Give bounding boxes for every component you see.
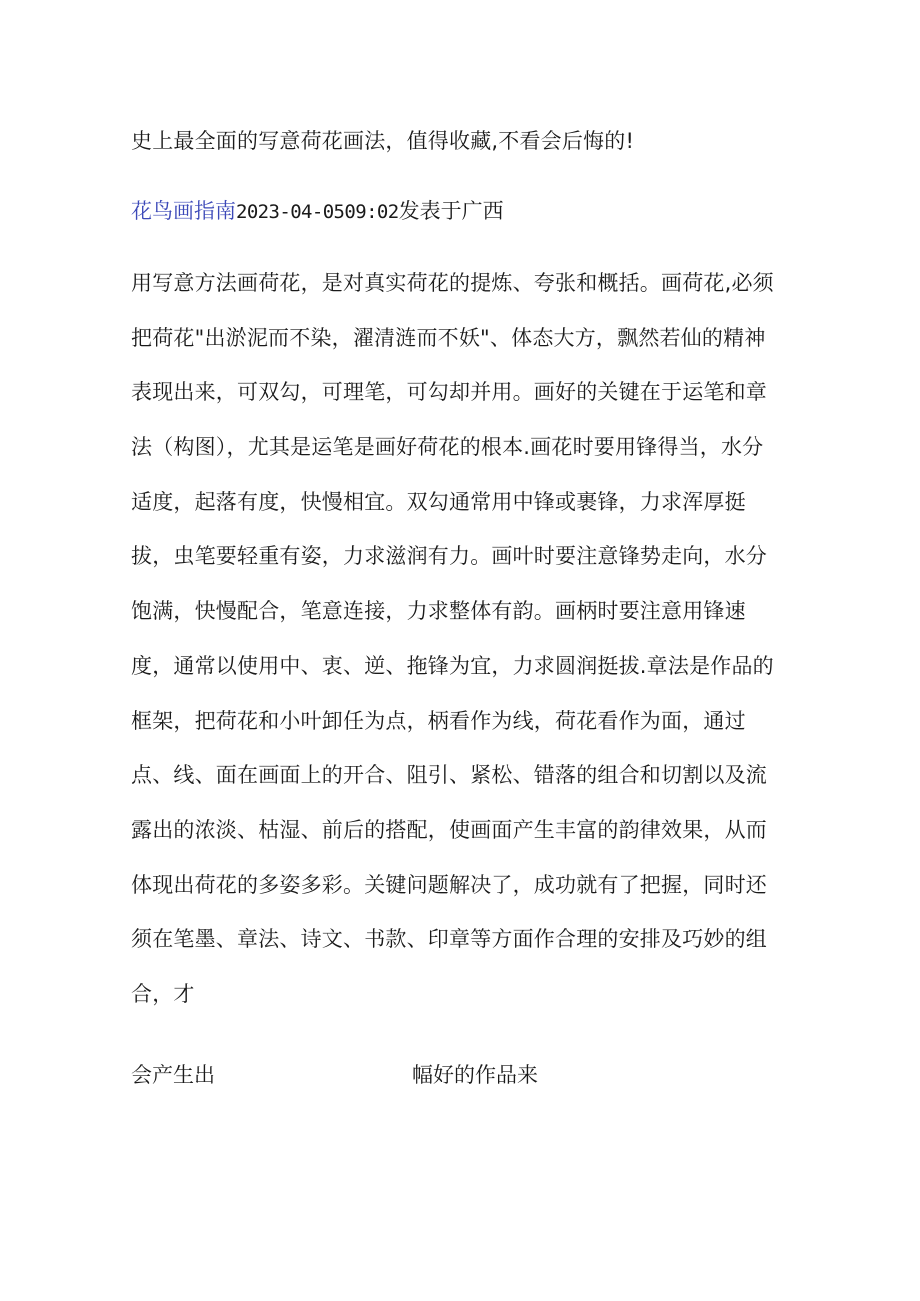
body-line: 露出的浓淡、枯湿、前后的搭配，使画面产生丰富的韵律效果，从而: [131, 817, 767, 842]
author-link[interactable]: 花鸟画指南: [131, 199, 236, 223]
body-line: 合，才: [131, 981, 195, 1006]
body-line: 表现出来，可双勾，可理笔，可勾却并用。画好的关键在于运笔和章: [131, 380, 767, 405]
publish-location: 发表于广西: [398, 199, 504, 223]
body-line: 框架，把荷花和小叶卸任为点，柄看作为线，荷花看作为面，通过: [131, 708, 746, 733]
body-line: 度，通常以使用中、衷、逆、拖锋为宜，力求圆润挺拔.章法是作品的: [131, 653, 774, 678]
final-text-left: 会产生出: [131, 1063, 215, 1087]
body-line: 用写意方法画荷花，是对真实荷花的提炼、夸张和概括。画荷花,必须: [131, 271, 774, 295]
article-title: 史上最全面的写意荷花画法，值得收藏,不看会后悔的!: [131, 129, 635, 153]
body-line: 须在笔墨、章法、诗文、书款、印章等方面作合理的安排及巧妙的组: [131, 927, 767, 952]
body-line: 体现出荷花的多姿多彩。关键问题解决了，成功就有了把握，同时还: [131, 872, 767, 897]
article-body: [131, 265, 791, 1031]
body-line: 把荷花"出淤泥而不染，濯清涟而不妖"、体态大方，飘然若仙的精神: [131, 325, 766, 350]
body-line: 点、线、面在画面上的开合、阻引、紧松、错落的组合和切割以及流: [131, 763, 767, 788]
body-line: 饱满，快慢配合，笔意连接，力求整体有韵。画柄时要注意用锋速: [131, 599, 746, 624]
article-meta: [131, 196, 504, 227]
publish-date: 2023-04-0509:02: [236, 201, 399, 223]
body-line: 法（构图），尤其是运笔是画好荷花的根本.画花时要用锋得当，水分: [131, 435, 764, 460]
final-text-right: 幅好的作品来: [412, 1063, 538, 1087]
body-line: 拔，虫笔要轻重有姿，力求滋润有力。画叶时要注意锋势走向，水分: [131, 544, 767, 569]
body-line: 适度，起落有度，快慢相宜。双勾通常用中锋或裹锋，力求浑厚挺: [131, 489, 746, 514]
